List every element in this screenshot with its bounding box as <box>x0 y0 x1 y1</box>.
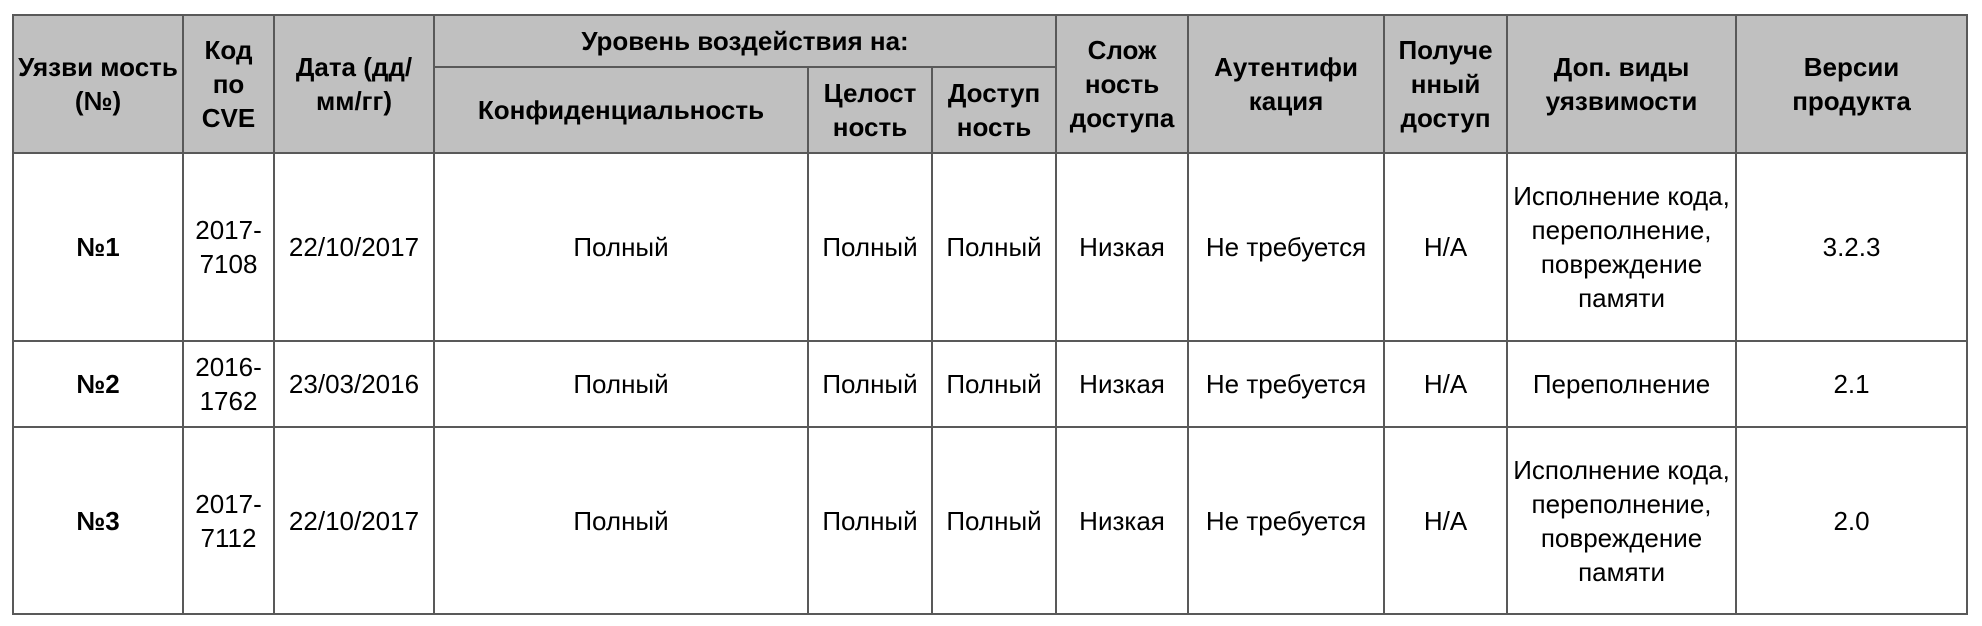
cell-authentication: Не требуется <box>1188 341 1384 427</box>
cell-cve: 2016- 1762 <box>183 341 274 427</box>
cell-cve: 2017- 7112 <box>183 427 274 614</box>
cell-integrity: Полный <box>808 153 932 341</box>
header-confidentiality: Конфиденциальность <box>434 67 808 153</box>
cell-versions: 2.0 <box>1736 427 1967 614</box>
table-header <box>13 15 1967 153</box>
header-availability: Доступ ность <box>932 67 1056 153</box>
cell-date: 22/10/2017 <box>274 153 434 341</box>
cell-vuln-no: №2 <box>13 341 183 427</box>
cell-authentication: Не требуется <box>1188 153 1384 341</box>
cell-extra-types: Переполнение <box>1507 341 1736 427</box>
cell-availability: Полный <box>932 153 1056 341</box>
cell-confidentiality: Полный <box>434 341 808 427</box>
cell-availability: Полный <box>932 341 1056 427</box>
cell-date: 22/10/2017 <box>274 427 434 614</box>
cell-access-gained: Н/А <box>1384 153 1507 341</box>
cell-complexity: Низкая <box>1056 153 1188 341</box>
table-body <box>13 153 1967 614</box>
cell-access-gained: Н/А <box>1384 427 1507 614</box>
vulnerability-table <box>12 14 1968 615</box>
cell-integrity: Полный <box>808 427 932 614</box>
cell-cve: 2017- 7108 <box>183 153 274 341</box>
header-access-gained: Получе нный доступ <box>1384 15 1507 153</box>
cell-extra-types: Исполнение кода, переполнение, повреждение памяти <box>1507 427 1736 614</box>
cell-confidentiality: Полный <box>434 427 808 614</box>
cell-date: 23/03/2016 <box>274 341 434 427</box>
cell-versions: 2.1 <box>1736 341 1967 427</box>
header-authentication: Аутентифи кация <box>1188 15 1384 153</box>
header-extra-types: Доп. виды уязвимости <box>1507 15 1736 153</box>
cell-complexity: Низкая <box>1056 427 1188 614</box>
header-vuln-no: Уязви мость (№) <box>13 15 183 153</box>
cell-vuln-no: №1 <box>13 153 183 341</box>
cell-availability: Полный <box>932 427 1056 614</box>
table-row <box>13 153 1967 341</box>
table-row <box>13 341 1967 427</box>
header-versions: Версии продукта <box>1736 15 1967 153</box>
cell-confidentiality: Полный <box>434 153 808 341</box>
table-row <box>13 427 1967 614</box>
header-complexity: Слож ность доступа <box>1056 15 1188 153</box>
cell-authentication: Не требуется <box>1188 427 1384 614</box>
header-impact-group: Уровень воздействия на: <box>434 15 1056 67</box>
header-integrity: Целост ность <box>808 67 932 153</box>
cell-complexity: Низкая <box>1056 341 1188 427</box>
cell-extra-types: Исполнение кода, переполнение, повреждение памяти <box>1507 153 1736 341</box>
header-cve: Код по CVE <box>183 15 274 153</box>
cell-versions: 3.2.3 <box>1736 153 1967 341</box>
cell-integrity: Полный <box>808 341 932 427</box>
cell-vuln-no: №3 <box>13 427 183 614</box>
header-date: Дата (дд/ мм/гг) <box>274 15 434 153</box>
cell-access-gained: Н/А <box>1384 341 1507 427</box>
